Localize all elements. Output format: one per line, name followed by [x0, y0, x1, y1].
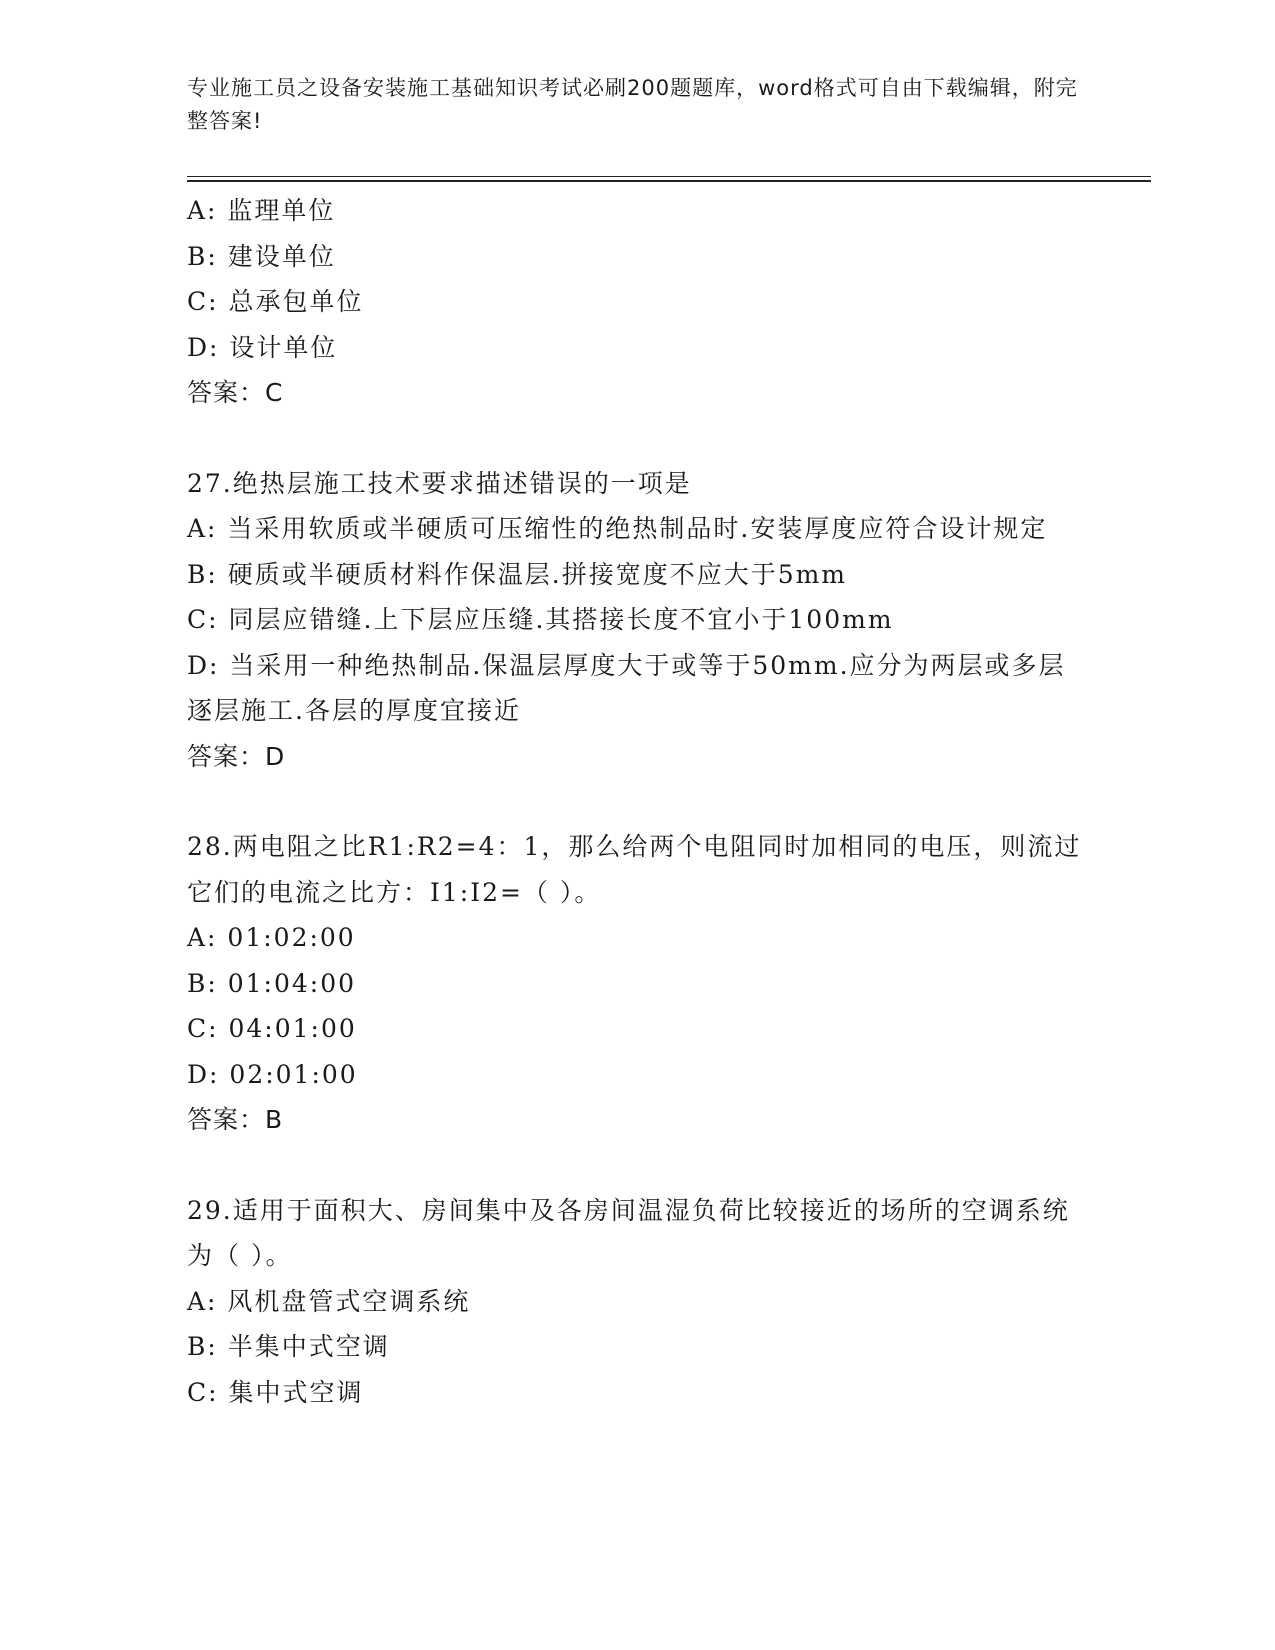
prev-question-block — [187, 188, 1087, 416]
header-title: 专业施工员之设备安装施工基础知识考试必刷200题题库，word格式可自由下载编辑，附完整答案! — [187, 76, 1078, 133]
header-divider-thick — [187, 180, 1151, 182]
option-d: D: 设计单位 — [187, 332, 338, 362]
option-c: C: 同层应错缝.上下层应压缝.其搭接长度不宜小于100mm — [187, 605, 894, 634]
document-header — [187, 72, 1087, 138]
option-a: A: 监理单位 — [187, 196, 336, 225]
option-a: A: 风机盘管式空调系统 — [187, 1286, 471, 1316]
option-b: B: 01:04:00 — [187, 968, 357, 998]
option-b: B: 硬质或半硬质材料作保温层.拼接宽度不应大于5mm — [187, 559, 848, 589]
answer-line: 答案：D — [187, 741, 286, 771]
option-d: D: 当采用一种绝热制品.保温层厚度大于或等于50mm.应分为两层或多层逐层施工.各层的厚度宜接近 — [187, 650, 1066, 725]
option-c: C: 04:01:00 — [187, 1014, 357, 1043]
option-b: B: 建设单位 — [187, 241, 336, 271]
option-d: D: 02:01:00 — [187, 1059, 358, 1089]
header-divider-thin — [187, 176, 1151, 177]
option-c: C: 集中式空调 — [187, 1377, 364, 1407]
question-29 — [187, 1188, 1087, 1416]
question-list — [187, 188, 1087, 1415]
answer-line: 答案：B — [187, 1105, 284, 1134]
question-stem: 28.两电阻之比R1:R2=4：1，那么给两个电阻同时加相同的电压，则流过它们的电流之比方：I1:I2=（ ）。 — [187, 832, 1082, 907]
option-a: A: 01:02:00 — [187, 923, 356, 952]
option-a: A: 当采用软质或半硬质可压缩性的绝热制品时.安装厚度应符合设计规定 — [187, 514, 1048, 543]
option-c: C: 总承包单位 — [187, 287, 364, 316]
question-stem: 29.适用于面积大、房间集中及各房间温湿负荷比较接近的场所的空调系统为（ ）。 — [187, 1195, 1070, 1270]
question-27 — [187, 461, 1087, 780]
answer-line: 答案：C — [187, 378, 284, 407]
question-stem: 27.绝热层施工技术要求描述错误的一项是 — [187, 468, 692, 498]
question-28 — [187, 824, 1087, 1143]
option-b: B: 半集中式空调 — [187, 1332, 390, 1361]
